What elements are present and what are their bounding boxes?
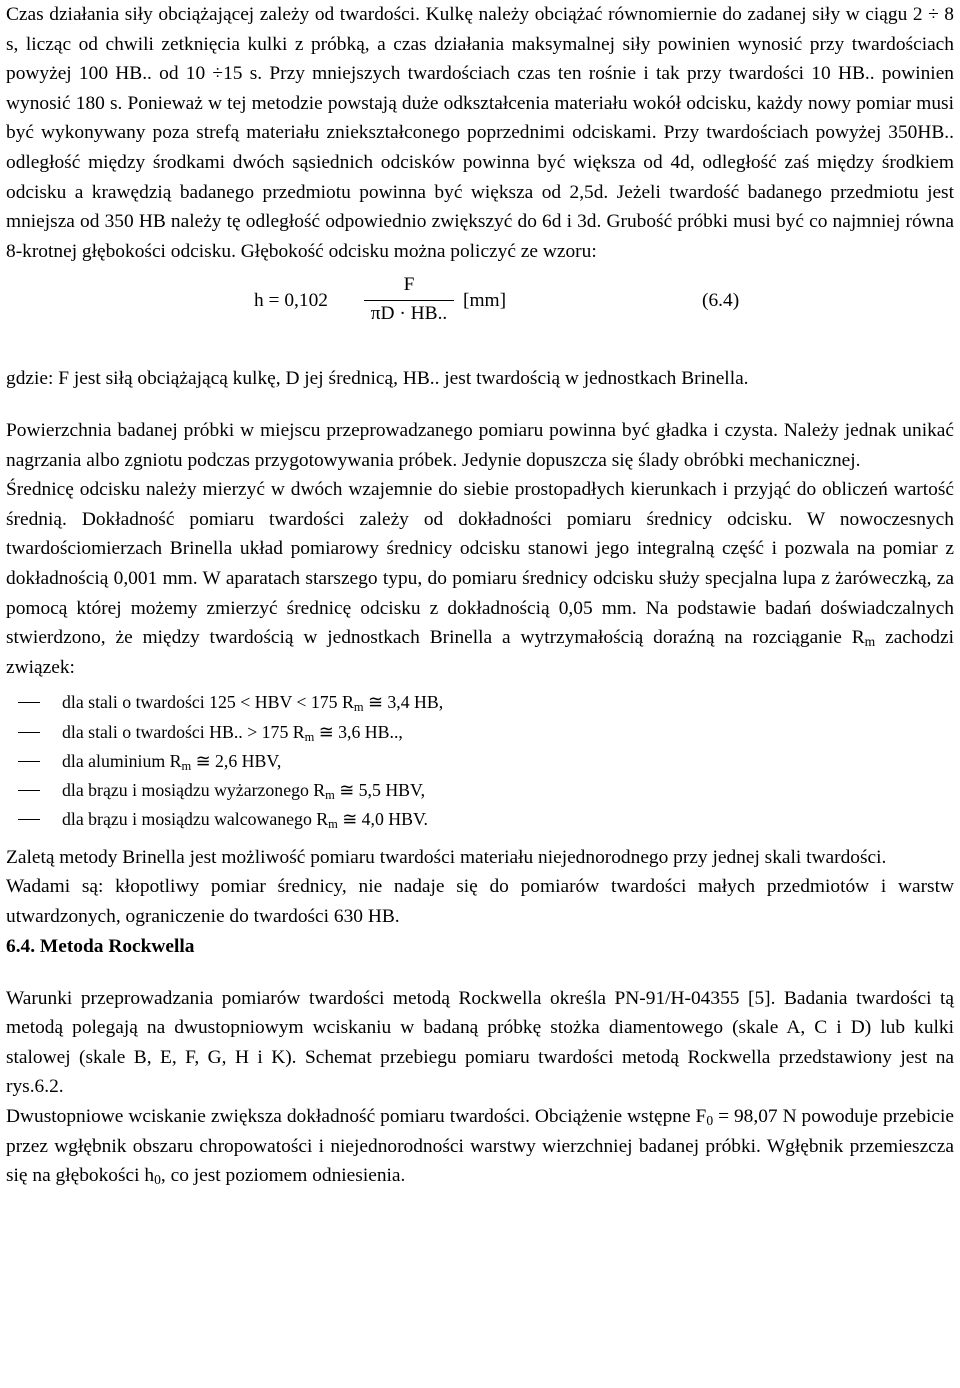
paragraph-two-stage-a: Dwustopniowe wciskanie zwiększa dokładność pomiaru twardości. Obciążenie wstępne F bbox=[6, 1105, 707, 1127]
paragraph-diameter bbox=[6, 475, 954, 682]
list-item-text: dla brązu i mosiądzu wyżarzonego R bbox=[62, 780, 326, 801]
list-item-text: dla aluminium R bbox=[62, 750, 182, 771]
formula-fraction bbox=[364, 272, 454, 327]
formula-lhs: h = 0,102 bbox=[254, 290, 328, 312]
paragraph-rockwell-conditions: Warunki przeprowadzania pomiarów twardości metodą Rockwella określa PN-91/H-04355 [5]. Badania twardości tą metodą polegają na dwustopniowym wciskaniu w badaną próbkę stożka diamentowego (skale A, C i D) lub kulki stalowej (skale B, E, F, G, H i K). Schemat przebiegu pomiaru twardości metodą Rockwella przedstawiony jest na rys.6.2. bbox=[6, 987, 954, 1098]
list-item-value: ≅ 2,6 HBV, bbox=[191, 750, 282, 771]
list-item-sub: m bbox=[325, 788, 335, 803]
formula-denominator: πD · HB.. bbox=[370, 303, 448, 325]
section-heading: 6.4. Metoda Rockwella bbox=[6, 935, 195, 957]
list-item-text: dla stali o twardości HB.. > 175 R bbox=[62, 721, 305, 742]
list-item bbox=[6, 776, 954, 805]
dash-bullet bbox=[18, 732, 40, 733]
formula-unit: [mm] bbox=[463, 290, 507, 312]
list-item bbox=[6, 747, 954, 776]
list-item-value: ≅ 4,0 HBV. bbox=[337, 809, 428, 830]
paragraph-surface: Powierzchnia badanej próbki w miejscu przeprowadzanego pomiaru powinna być gładka i czysta. Należy jednak unikać nagrzania albo zgniotu podczas przygotowywania próbek. Jedynie dopuszcza się ślady obróbki mechanicznej. bbox=[6, 419, 954, 471]
list-item-value: ≅ 5,5 HBV, bbox=[334, 780, 426, 801]
list-item-sub: m bbox=[328, 817, 338, 832]
paragraph-diameter-end: zachodzi związek: bbox=[6, 627, 954, 678]
paragraph-advantages: Zaletą metody Brinella jest możliwość pomiaru twardości materiału niejednorodnego przy jednej skali twardości. bbox=[6, 846, 887, 868]
paragraph-diameter-text: Średnicę odcisku należy mierzyć w dwóch wzajemnie do siebie prostopadłych kierunkach i przyjąć do obliczeń wartość średnią. Dokładność pomiaru twardości zależy od dokładności pomiaru średnicy odcisku. W nowoczesnych twardościomierzach Brinella układ pomiarowy średnicy odcisku stanowi jego integralną część i pozwala na pomiar z dokładnością 0,001 mm. W aparatach starszego typu, do pomiaru średnicy odcisku służy specjalna lupa z żaróweczką, za pomocą której możemy zmierzyć średnicę odcisku z dokładnością 0,05 mm. Na podstawie badań doświadczalnych stwierdzono, że między twardością w jednostkach Brinella a wytrzymałością doraźną na rozciąganie R bbox=[6, 479, 954, 649]
list-item-sub: m bbox=[304, 729, 315, 744]
list-item bbox=[6, 718, 954, 747]
h0-subscript: 0 bbox=[154, 1172, 161, 1188]
paragraph-two-stage bbox=[6, 1102, 954, 1191]
list-item bbox=[6, 805, 954, 834]
dash-bullet bbox=[18, 761, 40, 762]
dash-bullet bbox=[18, 819, 40, 820]
dash-bullet bbox=[18, 702, 40, 703]
paragraph-load-time: Czas działania siły obciążającej zależy od twardości. Kulkę należy obciążać równomiernie do zadanej siły w ciągu 2 ÷ 8 s, licząc od chwili zetknięcia kulki z próbką, a czas działania maksymalnej siły powinien wynosić przy twardościach powyżej 100 HB.. od 10 ÷15 s. Przy mniejszych twardościach czas ten rośnie i tak przy twardości 10 HB.. powinien wynosić 180 s. Ponieważ w tej metodzie powstają duże odkształcenia materiału wokół odcisku, każdy nowy pomiar musi być wykonywany poza strefą materiału zniekształconego poprzednimi odciskami. Przy twardościach powyżej 350HB.. odległość między środkami dwóch sąsiednich odcisków powinna być większa od 4d, odległość zaś między środkiem odcisku a krawędzią badanego przedmiotu powinna być większa od 2,5d. Jeżeli twardość badanego przedmiotu jest mniejsza od 350 HB należy tę odległość odpowiednio zwiększyć do 6d i 3d. Grubość próbki musi być co najmniej równa 8-krotnej głębokości odcisku. Głębokość odcisku można policzyć ze wzoru: bbox=[6, 4, 954, 262]
list-item-value: ≅ 3,4 HB, bbox=[363, 692, 444, 713]
list-item bbox=[6, 688, 954, 717]
paragraph-disadvantages: Wadami są: kłopotliwy pomiar średnicy, nie nadaje się do pomiarów twardości małych przedmiotów i warstw utwardzonych, ograniczenie do twardości 630 HB. bbox=[6, 876, 954, 927]
f0-subscript: 0 bbox=[706, 1112, 714, 1128]
list-item-value: ≅ 3,6 HB.., bbox=[314, 721, 403, 742]
paragraph-two-stage-c: , co jest poziomem odniesienia. bbox=[160, 1165, 406, 1187]
paragraph-two-stage-b: = 98,07 N powoduje przebicie przez wgłębnik obszaru chropowatości i niejednorodności warstwy wierzchniej badanej próbki. Wgłębnik przemieszcza się na głębokości h bbox=[6, 1105, 954, 1187]
paragraph-where: gdzie: F jest siłą obciążającą kulkę, D jej średnicą, HB.. jest twardością w jednostkach Brinella. bbox=[6, 368, 749, 390]
list-item-text: dla brązu i mosiądzu walcowanego R bbox=[62, 809, 329, 830]
equation-number: (6.4) bbox=[702, 290, 740, 312]
list-item-sub: m bbox=[181, 758, 192, 773]
formula-numerator: F bbox=[403, 274, 415, 296]
formula-6-4 bbox=[6, 272, 954, 354]
dash-bullet bbox=[18, 790, 40, 791]
list-item-text: dla stali o twardości 125 < HBV < 175 R bbox=[62, 692, 354, 713]
rm-subscript: m bbox=[864, 634, 876, 650]
list-item-sub: m bbox=[353, 700, 364, 715]
hardness-strength-list bbox=[6, 688, 954, 834]
